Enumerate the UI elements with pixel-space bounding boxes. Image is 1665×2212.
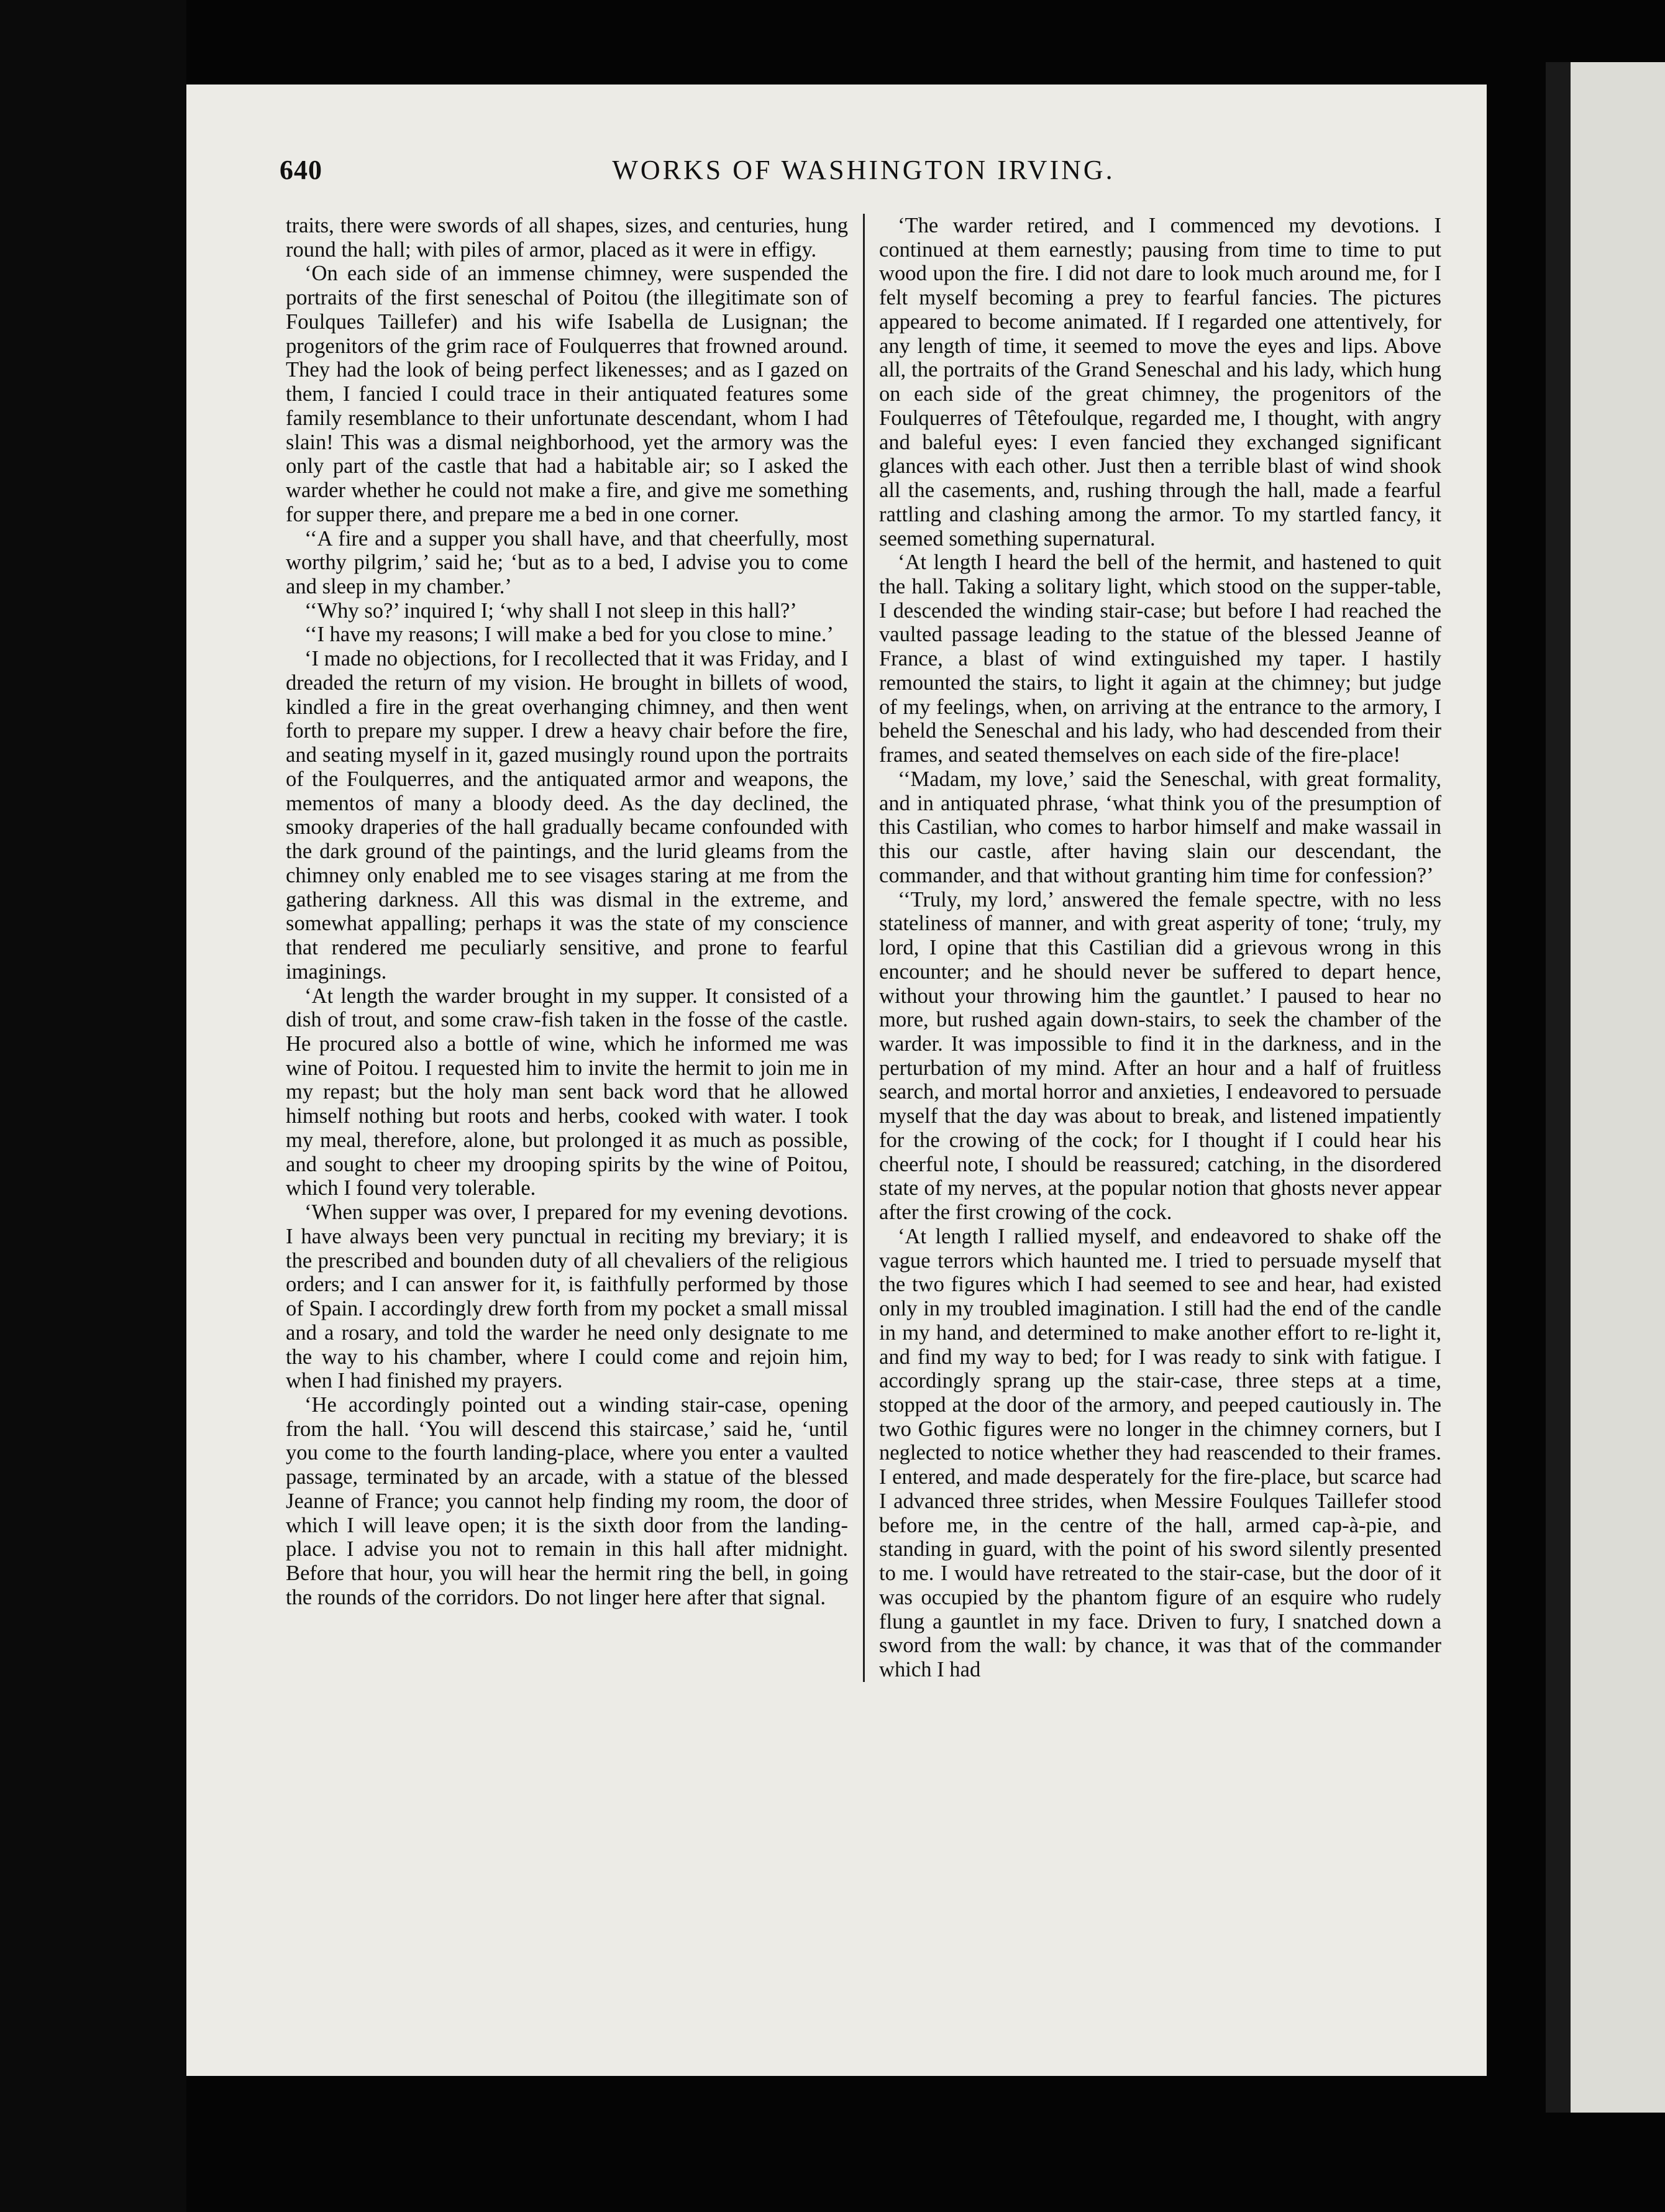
paragraph: ‘He accordingly pointed out a winding stair-case, opening from the hall. ‘You will descend this staircase,’ said he, ‘until you come to the fourth landing-place, where you enter a vaulted passage, terminated by an arcade, with a statue of the blessed Jeanne of France; you cannot help finding my room, the door of which I will leave open; it is the sixth door from the landing-place. I advise you not to remain in this hall after midnight. Before that hour, you will hear the hermit ring the bell, in going the rounds of the corridors. Do not linger here after that signal.: [286, 1392, 848, 1609]
paragraph: ‘‘Madam, my love,’ said the Seneschal, with great formality, and in antiquated phrase, ‘what think you of the presumption of this Castilian, who comes to harbor himself and make wassail in this our castle, after having slain our descendant, the commander, and that without granting him time for confession?’: [879, 767, 1441, 887]
paragraph: ‘At length I heard the bell of the hermit, and hastened to quit the hall. Taking a solitary light, which stood on the supper-table, I descended the winding stair-case; but before I had reached the vaulted passage leading to the statue of the blessed Jeanne of France, a blast of wind extinguished my taper. I hastily remounted the stairs, to light it again at the chimney; but judge of my feelings, when, on arriving at the entrance to the armory, I beheld the Seneschal and his lady, who had descended from their frames, and seated themselves on each side of the fire-place!: [879, 551, 1441, 767]
left-column: [286, 214, 848, 1682]
paragraph: ‘‘Why so?’ inquired I; ‘why shall I not sleep in this hall?’: [304, 598, 797, 623]
paragraph: ‘‘A fire and a supper you shall have, and that cheerfully, most worthy pilgrim,’ said he; ‘but as to a bed, I advise you to come and sleep in my chamber.’: [286, 526, 848, 599]
scan-margin: [0, 0, 186, 2212]
paragraph: ‘The warder retired, and I commenced my devotions. I continued at them earnestly; pausing from time to time to put wood upon the fire. I did not dare to look much around me, for I felt myself becoming a prey to fearful fancies. The pictures appeared to become animated. If I regarded one attentively, for any length of time, it seemed to move the eyes and lips. Above all, the portraits of the Grand Seneschal and his lady, which hung on each side of the great chimney, the progenitors of the Foulquerres of Têtefoulque, regarded me, I thought, with angry and baleful eyes: I even fancied they exchanged significant glances with each other. Just then a terrible blast of wind shook all the casements, and, rushing through the hall, made a fearful rattling and clashing among the armor. To my startled fancy, it seemed something supernatural.: [879, 214, 1441, 551]
paragraph: ‘I made no objections, for I recollected that it was Friday, and I dreaded the return of my vision. He brought in billets of wood, kindled a fire in the great overhanging chimney, and then went forth to prepare my supper. I drew a heavy chair before the fire, and seating myself in it, gazed musingly round upon the portraits of the Foulquerres, and the antiquated armor and weapons, the mementos of many a bloody deed. As the day declined, the smooky draperies of the hall gradually became confounded with the dark ground of the paintings, and the lurid gleams from the chimney only enabled me to see visages staring at me from the gathering darkness. All this was dismal in the extreme, and somewhat appalling; perhaps it was the state of my conscience that rendered me peculiarly sensitive, and prone to fearful imaginings.: [286, 647, 848, 984]
paragraph: ‘‘Truly, my lord,’ answered the female spectre, with no less stateliness of manner, and with great asperity of tone; ‘truly, my lord, I opine that this Castilian did a grievous wrong in this encounter; and he should never be suffered to depart hence, without your throwing him the gauntlet.’ I paused to hear no more, but rushed again down-stairs, to seek the chamber of the warder. It was impossible to find it in the darkness, and in the perturbation of my mind. After an hour and a half of fruitless search, and mortal horror and anxieties, I endeavored to persuade myself that the day was about to break, and listened impatiently for the crowing of the cock; for I thought if I could hear his cheerful note, I should be reassured; catching, in the disordered state of my nerves, at the popular notion that ghosts never appear after the first crowing of the cock.: [879, 887, 1441, 1225]
page-gutter-shadow: [1546, 62, 1571, 2113]
facing-page-edge: [1546, 62, 1665, 2113]
paragraph: traits, there were swords of all shapes, sizes, and centuries, hung round the hall; with piles of armor, placed as it were in effigy.: [286, 214, 848, 262]
paragraph: ‘At length I rallied myself, and endeavored to shake off the vague terrors which haunted me. I tried to persuade myself that the two figures which I had seemed to see and hear, had existed only in my troubled imagination. I still had the end of the candle in my hand, and determined to make another effort to re-light it, and find my way to bed; for I was ready to sink with fatigue. I accordingly sprang up the stair-case, three steps at a time, stopped at the door of the armory, and peeped cautiously in. The two Gothic figures were no longer in the chimney corners, but I neglected to notice whether they had reascended to their frames. I entered, and made desperately for the fire-place, but scarce had I advanced three strides, when Messire Foulques Taillefer stood before me, in the centre of the hall, armed cap-à-pie, and standing in guard, with the point of his sword silently presented to me. I would have retreated to the stair-case, but the door of it was occupied by the phantom figure of an esquire who rudely flung a gauntlet in my face. Driven to fury, I snatched down a sword from the wall: by chance, it was that of the commander which I had: [879, 1224, 1441, 1682]
book-page: [186, 85, 1487, 2076]
page-number: 640: [280, 155, 322, 185]
paragraph: ‘At length the warder brought in my supper. It consisted of a dish of trout, and some craw-fish taken in the fosse of the castle. He procured also a bottle of wine, which he informed me was wine of Poitou. I requested him to invite the hermit to join me in my repast; but the holy man sent back word that he allowed himself nothing but roots and herbs, cooked with water. I took my meal, therefore, alone, but prolonged it as much as possible, and sought to cheer my drooping spirits by the wine of Poitou, which I found very tolerable.: [286, 984, 848, 1200]
paragraph: ‘On each side of an immense chimney, were suspended the portraits of the first seneschal of Poitou (the illegitimate son of Foulques Taillefer) and his wife Isabella de Lusignan; the progenitors of the grim race of Foulquerres that frowned around. They had the look of being perfect likenesses; and as I gazed on them, I fancied I could trace in their antiquated features some family resemblance to their unfortunate descendant, whom I had slain! This was a dismal neighborhood, yet the armory was the only part of the castle that had a habitable air; so I asked the warder whether he could not make a fire, and give me something for supper there, and prepare me a bed in one corner.: [286, 262, 848, 526]
text-columns: [286, 214, 1441, 1682]
column-rule: [863, 214, 865, 1682]
right-column: [879, 214, 1441, 1682]
running-title: WORKS OF WASHINGTON IRVING.: [612, 155, 1115, 185]
paragraph: ‘When supper was over, I prepared for my evening devotions. I have always been very punctual in reciting my breviary; it is the prescribed and bounden duty of all chevaliers of the religious orders; and I can answer for it, is faithfully performed by those of Spain. I accordingly drew forth from my pocket a small missal and a rosary, and told the warder he need only designate to me the way to his chamber, where I could come and rejoin him, when I had finished my prayers.: [286, 1200, 848, 1393]
paragraph: ‘‘I have my reasons; I will make a bed for you close to mine.’: [304, 623, 834, 647]
page-header: [280, 149, 1441, 196]
